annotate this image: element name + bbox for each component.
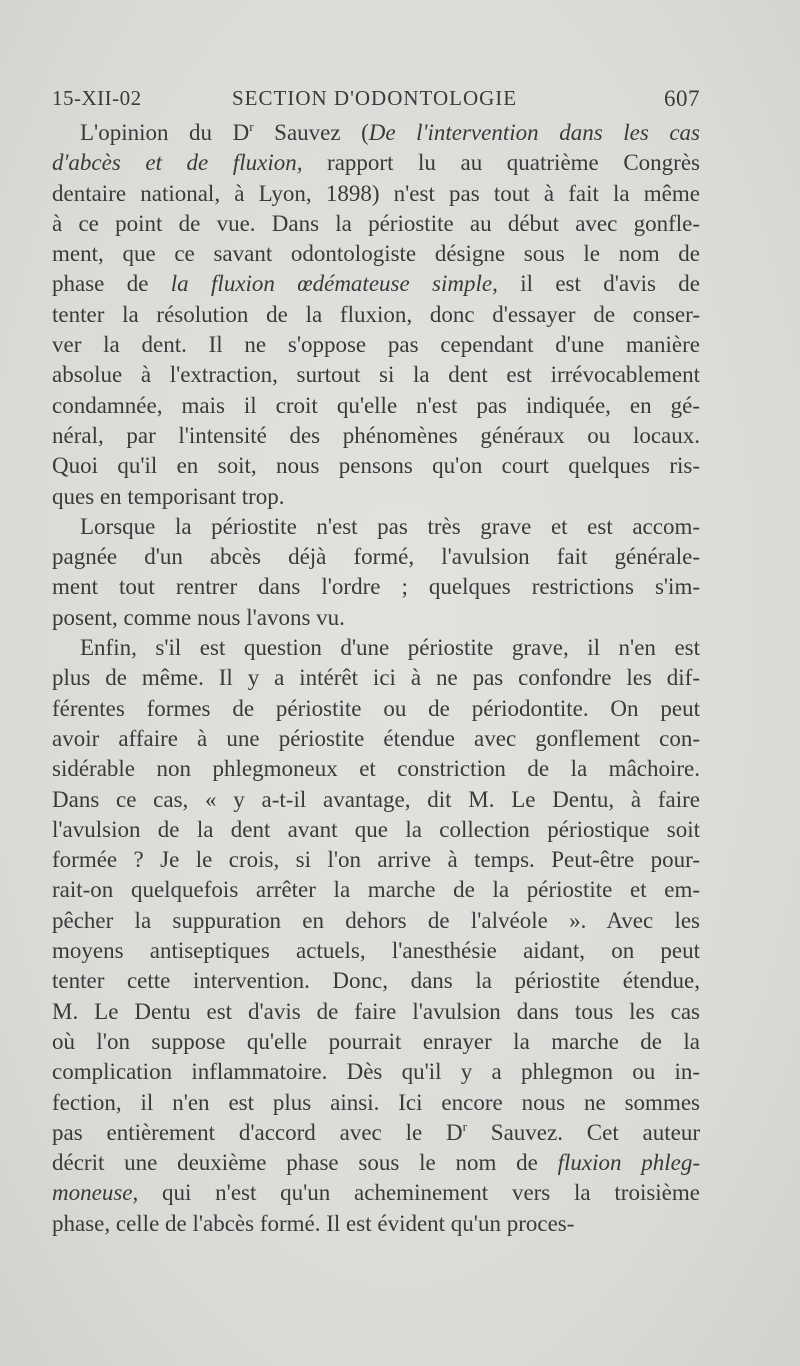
text-line xyxy=(52,1088,700,1118)
text-line xyxy=(52,239,700,269)
text-line xyxy=(52,1027,700,1057)
text-line xyxy=(52,451,700,481)
text-line xyxy=(52,1148,700,1178)
body-text xyxy=(52,118,700,1239)
text-line xyxy=(52,391,700,421)
text-run: absolue à l'extraction, surtout si la dent est irrévocablement xyxy=(52,362,700,388)
text-line xyxy=(52,845,700,875)
text-run: L'opinion du D xyxy=(80,120,250,145)
running-header xyxy=(52,86,700,116)
text-run: condamnée, mais il croit qu'elle n'est pas indiquée, en gé- xyxy=(52,392,700,418)
italic-text: la fluxion œdémateuse simple, xyxy=(170,271,498,297)
text-line xyxy=(52,633,700,663)
text-line xyxy=(52,754,700,784)
text-line xyxy=(52,936,700,966)
text-run: décrit une deuxième phase sous le nom de xyxy=(52,1150,558,1176)
text-run: tenter cette intervention. Donc, dans la périostite étendue, xyxy=(52,968,700,994)
text-line xyxy=(52,663,700,693)
text-line xyxy=(52,785,700,815)
text-line xyxy=(52,997,700,1027)
text-line xyxy=(52,572,700,602)
text-line xyxy=(52,360,700,390)
text-line xyxy=(52,1118,700,1148)
text-line xyxy=(52,875,700,905)
text-run: rapport lu au quatrième Congrès xyxy=(302,150,700,176)
header-date: 15-XII-02 xyxy=(52,86,142,110)
text-line xyxy=(52,482,700,512)
text-line xyxy=(52,330,700,360)
paragraph xyxy=(52,512,700,633)
text-line xyxy=(52,906,700,936)
text-line xyxy=(52,815,700,845)
text-run: ver la dent. Il ne s'oppose pas cependant d'une manière xyxy=(52,332,700,358)
paragraph xyxy=(52,633,700,1239)
text-run: posent, comme nous l'avons vu. xyxy=(52,604,345,630)
text-run: formée ? Je le crois, si l'on arrive à temps. Peut-être pour- xyxy=(52,847,700,873)
text-run: Dans ce cas, « y a-t-il avantage, dit M. Le Dentu, à faire xyxy=(52,786,700,812)
text-run: plus de même. Il y a intérêt ici à ne pas confondre les dif- xyxy=(52,665,700,691)
text-run: moyens antiseptiques actuels, l'anesthésie aidant, on peut xyxy=(52,938,700,964)
text-run: sidérable non phlegmoneux et constriction de la mâchoire. xyxy=(52,756,700,782)
page-number: 607 xyxy=(664,86,700,111)
text-line xyxy=(52,1178,700,1208)
text-run: qui n'est qu'un acheminement vers la troisième xyxy=(138,1180,700,1206)
text-run: Lorsque la périostite n'est pas très grave et est accom- xyxy=(80,513,700,539)
text-run: dentaire national, à Lyon, 1898) n'est pas tout à fait la même xyxy=(52,180,700,206)
text-run: Quoi qu'il en soit, nous pensons qu'on court quelques ris- xyxy=(52,453,700,479)
text-run: ment, que ce savant odontologiste désigne sous le nom de xyxy=(52,241,700,267)
text-line xyxy=(52,512,700,542)
text-run: où l'on suppose qu'elle pourrait enrayer la marche de la xyxy=(52,1028,700,1054)
text-run: à ce point de vue. Dans la périostite au début avec gonfle- xyxy=(52,210,700,236)
superscript: r xyxy=(462,1118,467,1134)
text-run: Enfin, s'il est question d'une périostite grave, il n'en est xyxy=(80,635,700,661)
text-line xyxy=(52,209,700,239)
text-run: avoir affaire à une périostite étendue avec gonflement con- xyxy=(52,725,700,751)
superscript: r xyxy=(249,119,254,134)
text-run: fection, il n'en est plus ainsi. Ici encore nous ne sommes xyxy=(52,1089,700,1115)
text-line xyxy=(52,118,700,148)
text-run: néral, par l'intensité des phénomènes généraux ou locaux. xyxy=(52,422,700,448)
text-run: phase, celle de l'abcès formé. Il est évident qu'un proces- xyxy=(52,1210,575,1236)
text-run: ques en temporisant trop. xyxy=(52,483,285,509)
text-line xyxy=(52,724,700,754)
text-line xyxy=(52,179,700,209)
header-section-title: SECTION D'ODONTOLOGIE xyxy=(232,86,518,110)
paragraph xyxy=(52,118,700,512)
italic-text: d'abcès et de fluxion, xyxy=(52,150,303,176)
text-run: Sauvez ( xyxy=(253,120,369,145)
text-line xyxy=(52,694,700,724)
text-run: l'avulsion de la dent avant que la collection périostique soit xyxy=(52,816,700,842)
text-line xyxy=(52,542,700,572)
text-run: pas entièrement d'accord avec le D xyxy=(52,1119,463,1145)
text-run: tenter la résolution de la fluxion, donc d'essayer de conser- xyxy=(52,301,700,327)
text-line xyxy=(52,603,700,633)
text-line xyxy=(52,1057,700,1087)
italic-text: De l'intervention dans les cas xyxy=(368,120,700,145)
text-run: rait-on quelquefois arrêter la marche de la périostite et em- xyxy=(52,877,700,903)
text-line xyxy=(52,148,700,178)
text-run: pagnée d'un abcès déjà formé, l'avulsion fait générale- xyxy=(52,544,700,570)
text-line xyxy=(52,269,700,299)
italic-text: fluxion phleg- xyxy=(557,1150,700,1176)
text-run: pêcher la suppuration en dehors de l'alvéole ». Avec les xyxy=(52,907,700,933)
text-run: M. Le Dentu est d'avis de faire l'avulsion dans tous les cas xyxy=(52,998,700,1024)
text-run: férentes formes de périostite ou de périodontite. On peut xyxy=(52,695,700,721)
text-line xyxy=(52,300,700,330)
text-run: complication inflammatoire. Dès qu'il y a phlegmon ou in- xyxy=(52,1059,700,1085)
text-run: ment tout rentrer dans l'ordre ; quelques restrictions s'im- xyxy=(52,574,700,600)
text-run: Sauvez. Cet auteur xyxy=(466,1119,700,1145)
text-run: il est d'avis de xyxy=(497,271,701,297)
text-run: phase de xyxy=(52,271,171,297)
italic-text: moneuse, xyxy=(52,1180,139,1206)
text-line xyxy=(52,1209,700,1239)
text-line xyxy=(52,421,700,451)
text-line xyxy=(52,966,700,996)
